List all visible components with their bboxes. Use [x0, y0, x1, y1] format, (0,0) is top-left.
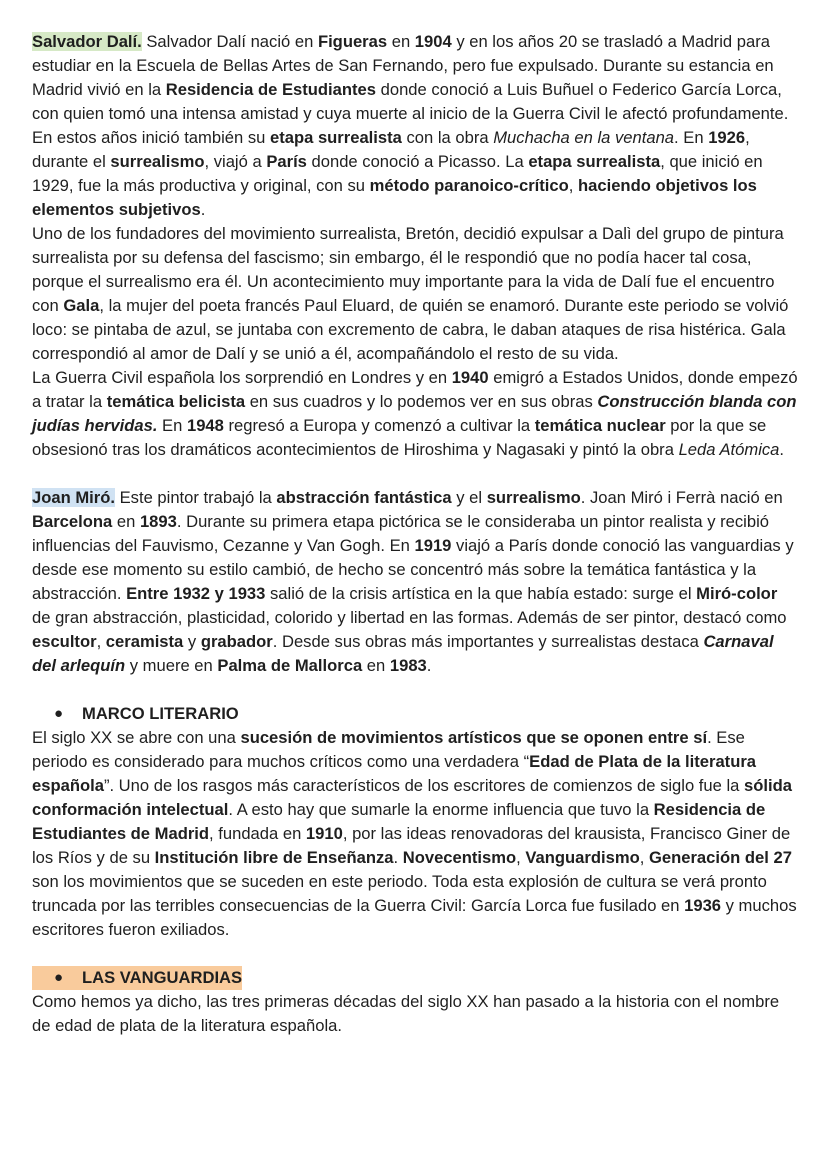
text-run: donde conoció a Picasso. La	[306, 152, 529, 171]
bold-text: 1904	[414, 32, 452, 51]
text-run: , la mujer del poeta francés Paul Eluard, de quién se enamoró. Durante este periodo se volvió loco: se pintaba de azul, se juntaba con excremento de cabra, le daban ataques de risa histérica. Gala correspondió al amor de Dalí y se unió a él, acompañándolo el resto de su vida.	[32, 296, 789, 363]
text-run: , viajó a	[204, 152, 267, 171]
text-run: ,	[568, 176, 578, 195]
miro-paragraph	[32, 486, 798, 678]
vanguardias-paragraph	[32, 990, 798, 1038]
text-run: Como hemos ya dicho, las tres primeras décadas del siglo XX han pasado a la historia con el nombre de edad de plata de la literatura española.	[32, 992, 780, 1035]
dali-paragraph-1	[32, 30, 798, 222]
bold-text: Construcción blanda con judías hervidas.	[32, 392, 797, 435]
dali-paragraph-3	[32, 366, 798, 462]
text-run: en	[387, 32, 415, 51]
miro-heading: Joan Miró.	[32, 488, 115, 507]
dali-p1-body	[32, 32, 788, 219]
bold-text: grabador	[200, 632, 273, 651]
bold-text: Figueras	[317, 32, 388, 51]
bold-text: 1926	[708, 128, 746, 147]
dali-paragraph-2	[32, 222, 798, 366]
bold-text: Carnaval del arlequín	[32, 632, 774, 675]
dali-heading: Salvador Dalí.	[32, 32, 142, 51]
bold-text: temática belicista	[106, 392, 246, 411]
text-run: Este pintor trabajó la	[114, 488, 277, 507]
document-page	[32, 30, 798, 1038]
text-run: . Joan Miró i Ferrà nació en	[580, 488, 783, 507]
bold-text: método paranoico-crítico	[369, 176, 569, 195]
text-run: emigró a Estados Unidos, donde empezó a tratar la	[32, 368, 798, 411]
bold-text: 1893	[139, 512, 177, 531]
text-run: . Durante su primera etapa pictórica se le consideraba un pintor realista y recibió influencias del Fauvismo, Cezanne y Van Gogh. En	[32, 512, 770, 555]
bold-text: Barcelona	[32, 512, 113, 531]
text-run: ”. Uno de los rasgos más característicos de los escritores de comienzos de siglo fue la	[103, 776, 745, 795]
bold-text: Palma de Mallorca	[217, 656, 363, 675]
text-run: en	[362, 656, 390, 675]
bold-text: etapa surrealista	[528, 152, 661, 171]
text-run: . Ese periodo es considerado para muchos críticos como una verdadera “	[32, 728, 745, 771]
bold-text: haciendo objetivos los elementos subjetivos	[32, 176, 757, 219]
bold-text: sólida conformación intelectual	[32, 776, 792, 819]
text-run: , por las ideas renovadoras del krausista, Francisco Giner de los Ríos y de su	[32, 824, 791, 867]
bold-text: París	[266, 152, 307, 171]
text-run: salió de la crisis artística en la que había estado: surge el	[265, 584, 697, 603]
text-run: ,	[96, 632, 106, 651]
bold-text: Novecentismo	[402, 848, 517, 867]
spacer	[32, 678, 798, 702]
bold-text: sucesión de movimientos artísticos que se oponen entre sí	[240, 728, 708, 747]
text-run: por la que se obsesionó tras los dramáticos acontecimientos de Hiroshima y Nagasaki y pintó la obra	[32, 416, 767, 459]
bold-text: Entre 1932 y 1933	[126, 584, 266, 603]
bold-text: temática nuclear	[534, 416, 666, 435]
text-run: con la obra	[401, 128, 494, 147]
bold-text: Residencia de Estudiantes de Madrid	[32, 800, 766, 843]
bold-text: Gala	[63, 296, 100, 315]
vanguardias-heading-row	[32, 966, 798, 990]
italic-text: Muchacha en la ventana	[493, 128, 675, 147]
text-run: en sus cuadros y lo podemos ver en sus obras	[245, 392, 598, 411]
bold-text: surrealismo	[110, 152, 205, 171]
text-run: en	[112, 512, 140, 531]
text-run: , fundada en	[209, 824, 306, 843]
bold-text: 1919	[414, 536, 452, 555]
bold-text: escultor	[32, 632, 97, 651]
vanguardias-highlight	[32, 966, 242, 990]
spacer	[32, 942, 798, 966]
spacer	[32, 462, 798, 486]
text-run: . Desde sus obras más importantes y surrealistas destaca	[272, 632, 704, 651]
bold-text: 1910	[305, 824, 343, 843]
text-run: Uno de los fundadores del movimiento surrealista, Bretón, decidió expulsar a Dalì del grupo de pintura surrealista por su defensa del fascismo; sin embargo, él le respondió que no podía hacer tal cosa, porque el surrealismo era él. Un acontecimiento muy importante para la vida de Dalí fue el encuentro con	[32, 224, 784, 315]
text-run: .	[779, 440, 785, 459]
text-run: En	[157, 416, 187, 435]
bold-text: 1983	[389, 656, 427, 675]
text-run: y	[183, 632, 201, 651]
text-run: donde conoció a Luis Buñuel o Federico García Lorca, con quien tomó una intensa amistad y cuya muerte al inicio de la Guerra Civil le afectó profundamente. En estos años inició también su	[32, 80, 789, 147]
text-run: y en los años 20 se trasladó a Madrid para estudiar en la Escuela de Bellas Artes de San Fernando, pero fue expulsado. Durante su estancia en Madrid vivió en la	[32, 32, 774, 99]
text-run: La Guerra Civil española los sorprendió en Londres y en	[32, 368, 452, 387]
bold-text: Residencia de Estudiantes	[165, 80, 376, 99]
text-run: y el	[451, 488, 487, 507]
text-run: , durante el	[32, 128, 750, 171]
bold-text: abstracción fantástica	[276, 488, 452, 507]
bold-text: Miró-color	[696, 584, 778, 603]
bold-text: 1936	[684, 896, 722, 915]
text-run: .	[426, 656, 432, 675]
text-run: .	[393, 848, 403, 867]
miro-p1-body	[32, 488, 794, 675]
vanguardias-heading: LAS VANGUARDIAS	[82, 968, 243, 987]
bold-text: Generación del 27	[648, 848, 792, 867]
bold-text: Institución libre de Enseñanza	[154, 848, 394, 867]
text-run: . En	[674, 128, 709, 147]
text-run: El siglo XX se abre con una	[32, 728, 241, 747]
text-run: regresó a Europa y comenzó a cultivar la	[223, 416, 535, 435]
bold-text: Vanguardismo	[525, 848, 640, 867]
marco-literario-heading: MARCO LITERARIO	[82, 704, 239, 723]
bullet-icon: ●	[54, 969, 64, 986]
text-run: ,	[639, 848, 649, 867]
text-run: Salvador Dalí nació en	[141, 32, 318, 51]
bold-text: etapa surrealista	[269, 128, 402, 147]
bold-text: surrealismo	[486, 488, 581, 507]
text-run: de gran abstracción, plasticidad, colorido y libertad en las formas. Además de ser pintor, destacó como	[32, 608, 787, 627]
bold-text: ceramista	[105, 632, 184, 651]
bold-text: 1940	[451, 368, 489, 387]
text-run: son los movimientos que se suceden en este periodo. Toda esta explosión de cultura se verá pronto truncada por las terribles consecuencias de la Guerra Civil: García Lorca fue fusilado en	[32, 872, 767, 915]
text-run: viajó a París donde conoció las vanguardias y desde ese momento su estilo cambió, de hecho se concentró más sobre la temática fantástica y la abstracción.	[32, 536, 794, 603]
italic-text: Leda Atómica	[678, 440, 780, 459]
bold-text: Edad de Plata de la literatura española	[32, 752, 757, 795]
text-run: . A esto hay que sumarle la enorme influencia que tuvo la	[228, 800, 654, 819]
bullet-icon: ●	[54, 705, 64, 722]
text-run: y muere en	[125, 656, 218, 675]
bold-text: 1948	[186, 416, 224, 435]
text-run: .	[200, 200, 206, 219]
text-run: ,	[516, 848, 526, 867]
marco-literario-paragraph	[32, 726, 798, 942]
marco-literario-heading-row	[32, 702, 798, 726]
text-run: , que inició en 1929, fue la más productiva y original, con su	[32, 152, 763, 195]
text-run: y muchos escritores fueron exiliados.	[32, 896, 797, 939]
